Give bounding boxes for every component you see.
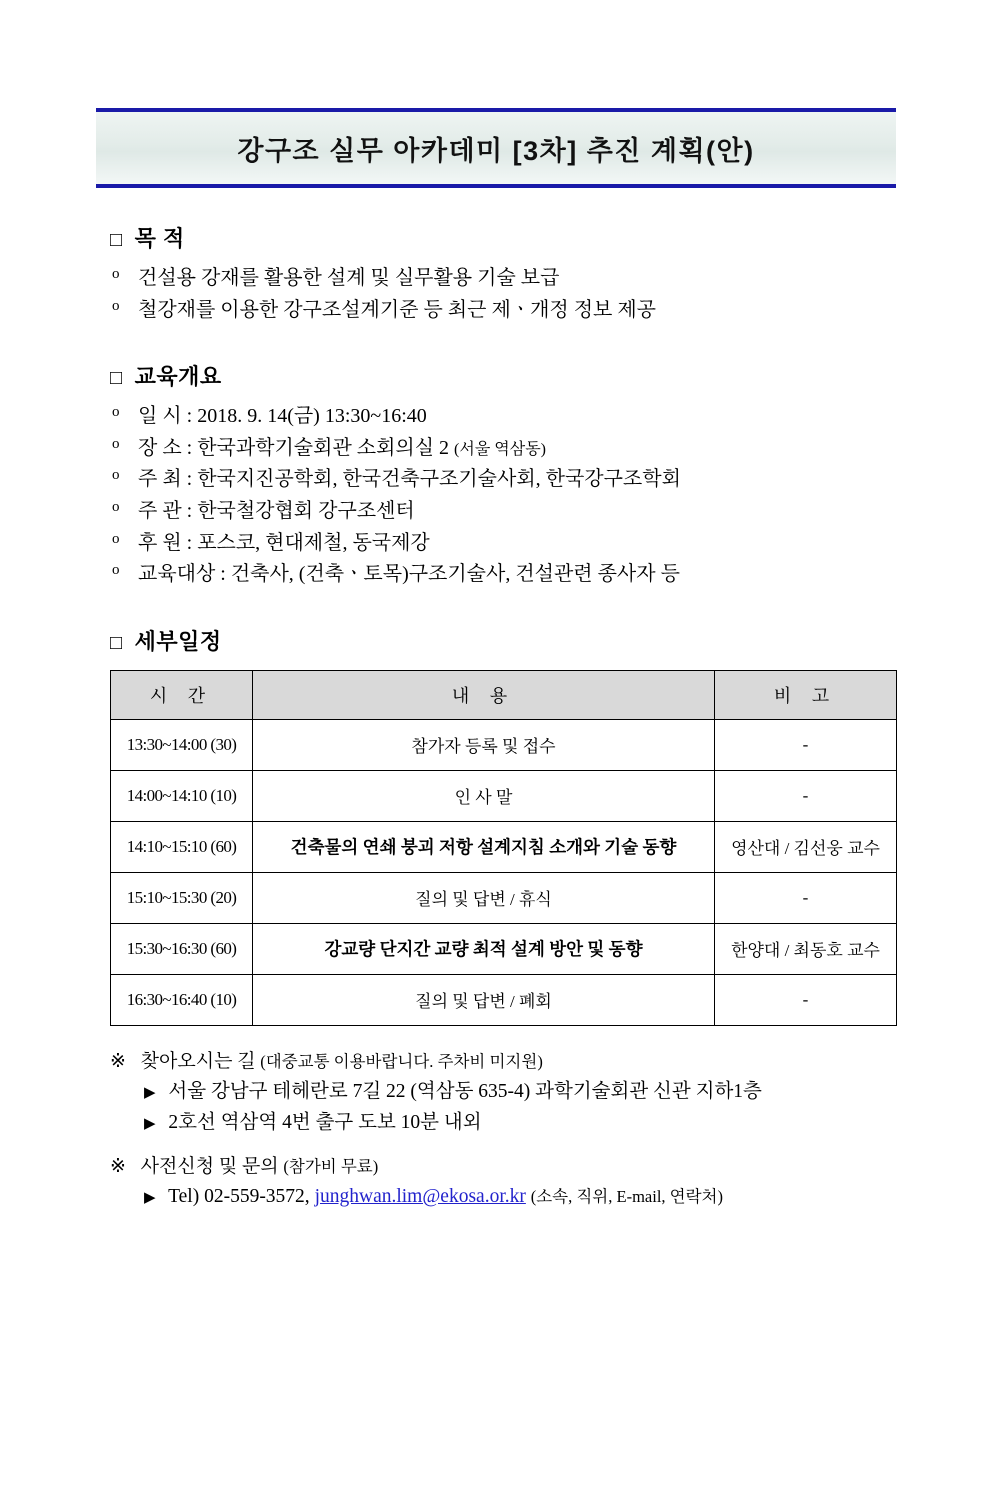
circle-bullet-icon: o — [112, 297, 120, 314]
column-header-note: 비 고 — [715, 670, 897, 719]
spacer — [96, 1139, 896, 1153]
circle-bullet-icon: o — [112, 404, 120, 421]
overview-item-label: 일 시 — [138, 405, 182, 428]
colon: : — [186, 436, 193, 459]
document-title-banner — [96, 108, 896, 188]
cell-note: - — [715, 770, 897, 821]
table-row — [111, 974, 897, 1025]
cell-note: 한양대 / 최동호 교수 — [715, 923, 897, 974]
table-row — [111, 923, 897, 974]
directions-item — [144, 1107, 896, 1138]
footer-notes — [96, 1048, 896, 1213]
colon: : — [220, 563, 226, 586]
section-overview — [96, 360, 896, 591]
list-item — [112, 464, 896, 496]
purpose-item-text: 건설용 강재를 활용한 설계 및 실무활용 기술 보급 — [138, 267, 560, 289]
circle-bullet-icon: o — [112, 530, 120, 547]
table-row — [111, 770, 897, 821]
directions-transit: 2호선 역삼역 4번 출구 도보 10분 내외 — [168, 1112, 482, 1134]
colon: : — [186, 405, 193, 428]
cell-time: 15:10~15:30 (20) — [111, 872, 253, 923]
circle-bullet-icon: o — [112, 266, 120, 282]
circle-bullet-icon: o — [112, 435, 120, 452]
page-title: 강구조 실무 아카데미 [3차] 추진 계획(안) — [237, 135, 755, 166]
cell-note: - — [715, 872, 897, 923]
cell-time: 13:30~14:00 (30) — [111, 719, 253, 770]
reference-mark-icon: ※ — [110, 1050, 126, 1072]
cell-time: 15:30~16:30 (60) — [111, 923, 253, 974]
colon: : — [186, 468, 193, 491]
cell-note: - — [715, 719, 897, 770]
overview-item-label: 장 소 — [138, 436, 182, 459]
table-header-row — [111, 670, 897, 719]
overview-item-suffix: (서울 역삼동) — [454, 440, 546, 458]
overview-list — [96, 401, 896, 591]
directions-address: 서울 강남구 테헤란로 7길 22 (역삼동 635-4) 과학기술회관 신관 지하1층 — [168, 1081, 762, 1103]
overview-item-value: 한국과학기술회관 소회의실 2 — [197, 436, 450, 459]
circle-bullet-icon: o — [112, 467, 120, 484]
table-row — [111, 872, 897, 923]
contact-fields-note: (소속, 직위, E-mail, 연락처) — [530, 1187, 723, 1207]
circle-bullet-icon: o — [112, 498, 120, 515]
directions-note: (대중교통 이용바랍니다. 주차비 미지원) — [260, 1051, 543, 1071]
purpose-item-text: 철강재를 이용한 강구조설계기준 등 최근 제ㆍ개정 정보 제공 — [138, 298, 656, 321]
table-row — [111, 821, 897, 872]
overview-item-label: 주 최 — [138, 468, 182, 491]
cell-time: 14:00~14:10 (10) — [111, 770, 253, 821]
contact-item — [144, 1181, 896, 1212]
overview-item-value: 건축사, (건축ㆍ토목)구조기술사, 건설관련 종사자 등 — [230, 563, 680, 586]
table-row — [111, 719, 897, 770]
square-bullet-icon: □ — [110, 367, 123, 390]
triangle-bullet-icon: ▶ — [144, 1190, 156, 1207]
list-item — [112, 496, 896, 528]
list-item — [112, 528, 896, 560]
square-bullet-icon: □ — [110, 631, 123, 654]
section-schedule-heading-text: 세부일정 — [134, 628, 222, 654]
section-purpose-heading — [110, 222, 896, 253]
cell-content: 질의 및 답변 / 휴식 — [253, 872, 715, 923]
triangle-bullet-icon: ▶ — [144, 1085, 156, 1102]
triangle-bullet-icon: ▶ — [144, 1116, 156, 1133]
directions-title-line — [110, 1048, 896, 1077]
contact-title-line — [110, 1153, 896, 1182]
directions-title: 찾아오시는 길 — [140, 1050, 256, 1072]
overview-item-value: 2018. 9. 14(금) 13:30~16:40 — [197, 405, 427, 428]
cell-content: 강교량 단지간 교량 최적 설계 방안 및 동향 — [253, 923, 715, 974]
section-overview-heading-text: 교육개요 — [134, 364, 222, 390]
section-purpose — [96, 222, 896, 326]
list-item — [112, 295, 896, 327]
contact-title: 사전신청 및 문의 — [140, 1155, 279, 1177]
list-item — [112, 559, 896, 591]
overview-item-label: 교육대상 — [138, 563, 216, 586]
cell-note: 영산대 / 김선웅 교수 — [715, 821, 897, 872]
list-item — [112, 263, 896, 295]
overview-item-value: 한국지진공학회, 한국건축구조기술사회, 한국강구조학회 — [197, 468, 681, 491]
cell-content: 질의 및 답변 / 폐회 — [253, 974, 715, 1025]
overview-item-label: 주 관 — [138, 499, 182, 522]
cell-time: 14:10~15:10 (60) — [111, 821, 253, 872]
contact-phone: Tel) 02-559-3572, — [168, 1186, 310, 1208]
cell-content: 인 사 말 — [253, 770, 715, 821]
section-overview-heading — [110, 360, 896, 391]
purpose-list — [96, 263, 896, 326]
colon: : — [186, 531, 193, 554]
square-bullet-icon: □ — [110, 229, 123, 251]
list-item — [112, 401, 896, 433]
directions-item — [144, 1076, 896, 1107]
cell-time: 16:30~16:40 (10) — [111, 974, 253, 1025]
overview-item-label: 후 원 — [138, 531, 182, 554]
list-item — [112, 433, 896, 465]
cell-note: - — [715, 974, 897, 1025]
overview-item-value: 포스코, 현대제철, 동국제강 — [197, 531, 430, 554]
cell-content: 참가자 등록 및 접수 — [253, 719, 715, 770]
colon: : — [186, 499, 193, 522]
schedule-table — [110, 670, 897, 1026]
column-header-time: 시 간 — [111, 670, 253, 719]
section-purpose-heading-text: 목 적 — [134, 226, 185, 251]
contact-email-link[interactable]: junghwan.lim@ekosa.or.kr — [314, 1186, 526, 1208]
circle-bullet-icon: o — [112, 562, 120, 579]
reference-mark-icon: ※ — [110, 1155, 126, 1177]
cell-content: 건축물의 연쇄 붕괴 저항 설계지침 소개와 기술 동향 — [253, 821, 715, 872]
overview-item-value: 한국철강협회 강구조센터 — [197, 499, 415, 522]
contact-note: (참가비 무료) — [283, 1156, 379, 1176]
column-header-content: 내 용 — [253, 670, 715, 719]
section-schedule — [96, 625, 896, 1026]
document-page — [0, 108, 992, 1511]
section-schedule-heading — [110, 625, 896, 656]
